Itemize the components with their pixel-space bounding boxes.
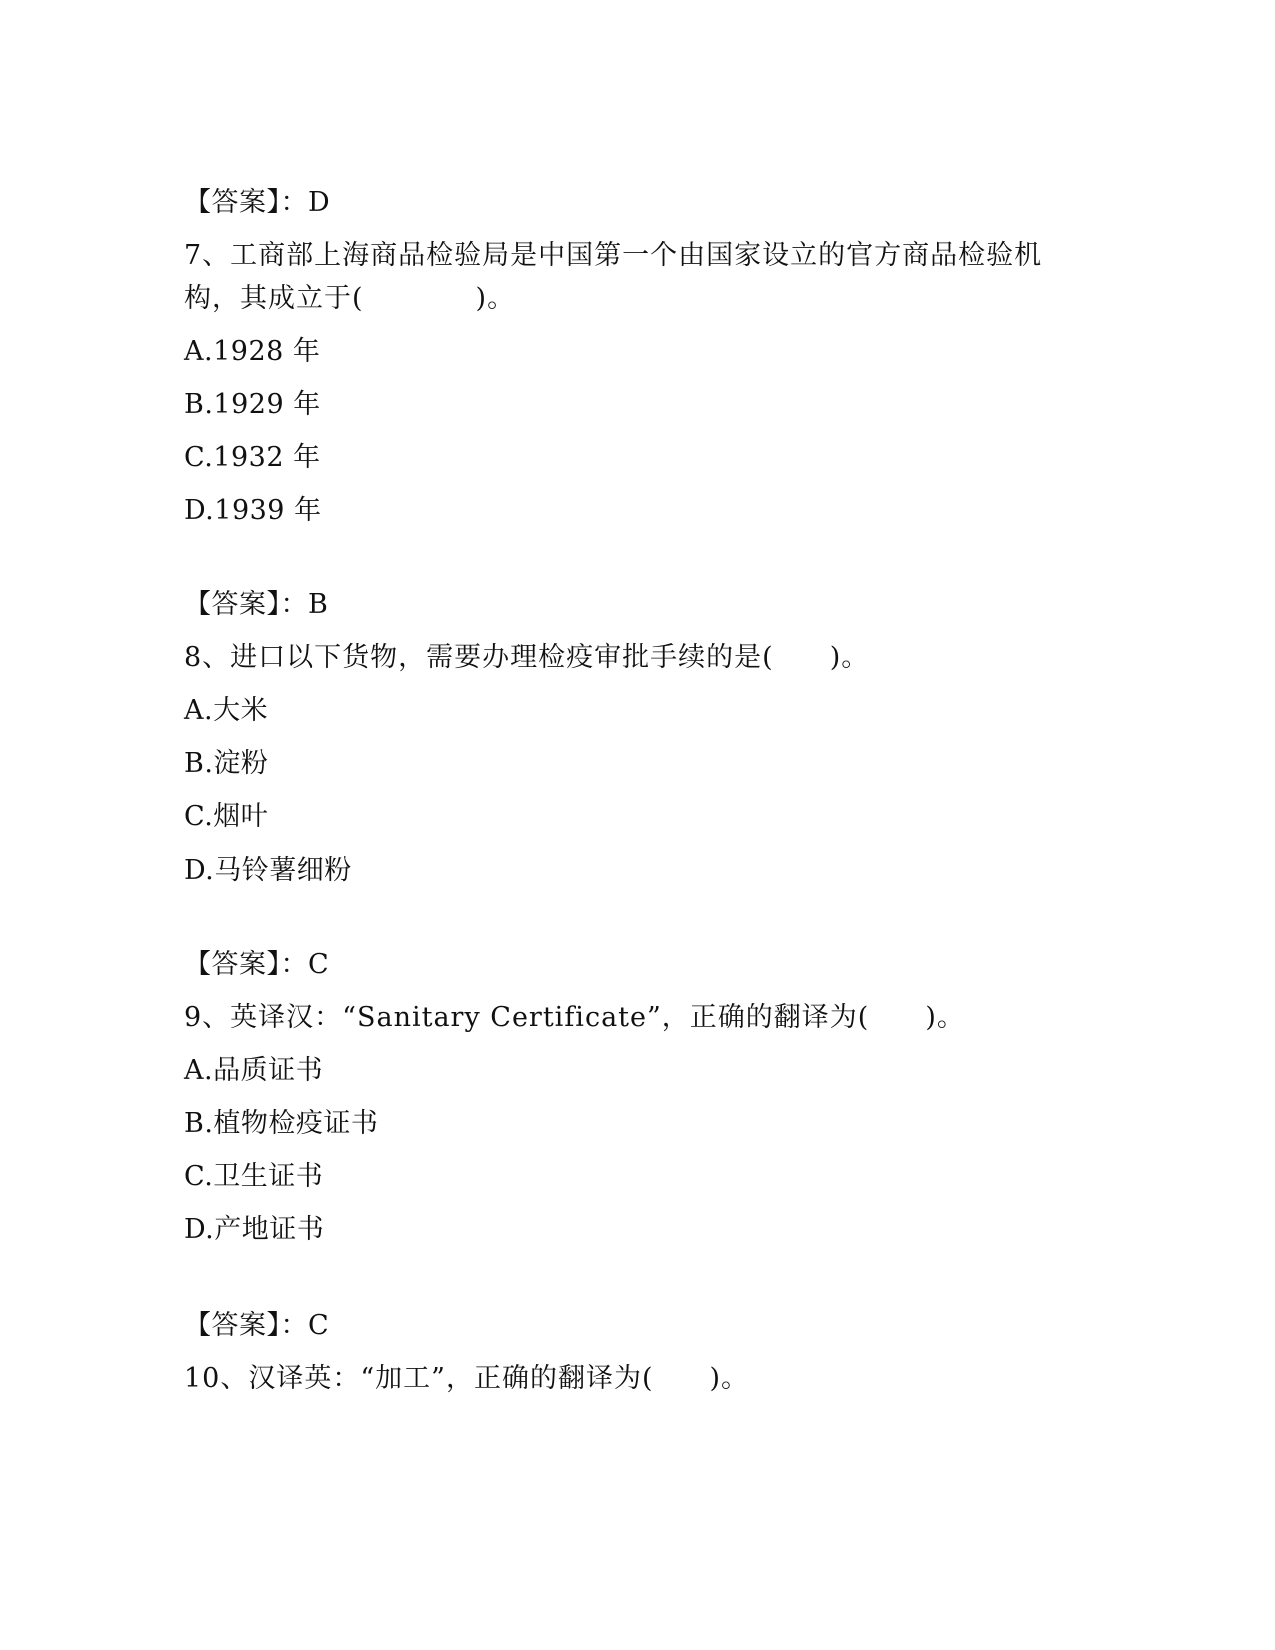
question-7-option-b: B.1929 年 [184,389,321,420]
question-9-option-c: C.卫生证书 [184,1161,324,1192]
question-7-stem-line-2: 构，其成立于( )。 [184,283,516,314]
question-8-option-a: A.大米 [184,695,269,726]
question-7-option-c: C.1932 年 [184,442,321,473]
answer-line-q8: 【答案】：C [184,949,330,980]
answer-line-q9: 【答案】：C [184,1310,330,1341]
question-9-stem: 9、英译汉：“Sanitary Certificate”，正确的翻译为( )。 [184,1002,965,1033]
question-7-option-a: A.1928 年 [184,336,321,367]
question-10-stem: 10、汉译英：“加工”，正确的翻译为( )。 [184,1363,750,1394]
question-9-option-a: A.品质证书 [184,1055,324,1086]
answer-line-q6: 【答案】：D [184,187,331,218]
question-8-option-c: C.烟叶 [184,801,269,832]
question-8-stem: 8、进口以下货物，需要办理检疫审批手续的是( )。 [184,642,870,673]
question-7-option-d: D.1939 年 [184,495,322,526]
question-9-option-b: B.植物检疫证书 [184,1108,379,1139]
question-8-option-b: B.淀粉 [184,748,269,779]
question-7-stem-line-1: 7、工商部上海商品检验局是中国第一个由国家设立的官方商品检验机 [184,240,1043,271]
question-9-option-d: D.产地证书 [184,1214,325,1245]
question-8-option-d: D.马铃薯细粉 [184,855,352,886]
answer-line-q7: 【答案】：B [184,589,329,620]
